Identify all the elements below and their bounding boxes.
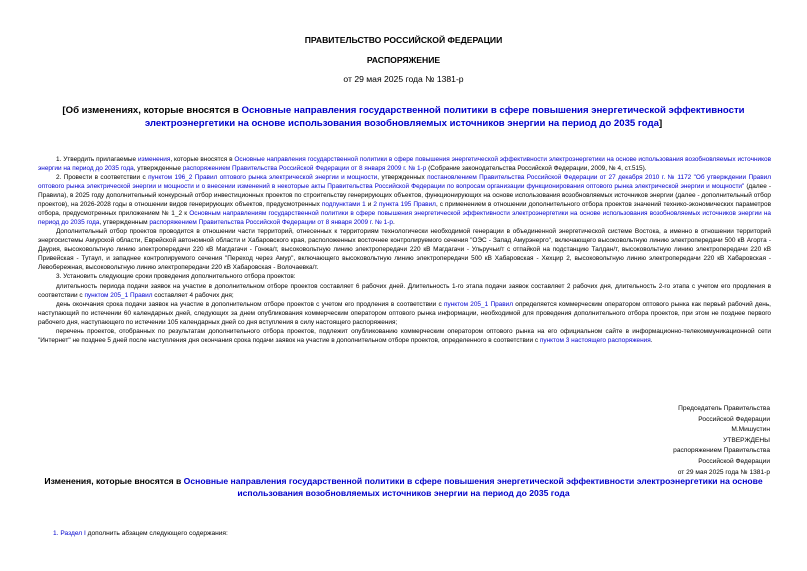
approved-label: УТВЕРЖДЕНЫ bbox=[723, 436, 770, 444]
p5-text-1: длительность периода подачи заявок на участие в дополнительном отборе проектов составляет 6 рабочих дней. Длительность 1-го этапа подачи заявок составляет 2 рабочих дня, длительность 2-го этапа с учетом его продления в соответствии с bbox=[38, 282, 771, 299]
section-i-link[interactable]: 1. Раздел I bbox=[53, 530, 86, 537]
title-open: [Об изменениях, которые вносятся в bbox=[62, 105, 242, 116]
paragraph-4: 3. Установить следующие сроки проведения дополнительного отбора проектов: bbox=[56, 273, 296, 281]
p2-link-subpoint-1[interactable]: подпунктами 1 bbox=[321, 201, 366, 209]
p2-text-6: , утвержденным bbox=[99, 218, 150, 226]
changes-title-text: Изменения, которые вносятся в bbox=[44, 476, 184, 486]
signature-name: М.Мишустин bbox=[731, 426, 770, 434]
p2-text-5: , с применением в отношении дополнительного отбора проектов значений технико-экономических параметров отбора, предусмотренных приложением № 1_2 к bbox=[38, 201, 771, 217]
p6-text-2: определяется коммерческим оператором оптового рынка как первый рабочий день, наступающий по истечении 60 календарных дней, следующих за днем опубликования коммерческим оператором оптового рынка информации, необходимой для проведения дополнительного отбора проектов, при этом не позднее первого рабочего дня, наступающего по истечении 105 календарных дней со дня вступления в силу настоящего распоряжения; bbox=[38, 301, 771, 326]
approved-country: Российской Федерации bbox=[698, 457, 770, 465]
p1-text-3: , утвержденные bbox=[133, 164, 183, 172]
p1-link-order[interactable]: распоряжением Правительства Российской Федерации от 8 января 2009 г. № 1-р bbox=[182, 164, 427, 172]
p5-text-2: составляет 4 рабочих дня; bbox=[152, 291, 234, 299]
paragraph-2 bbox=[38, 174, 771, 227]
p6-link-point-205-1[interactable]: пунктом 205_1 Правил bbox=[443, 301, 514, 308]
p2-link-point-195[interactable]: 2 пункта 195 Правил bbox=[373, 201, 436, 209]
p2-link-order[interactable]: распоряжением Правительства Российской Федерации от 8 января 2009 г. № 1-р bbox=[149, 218, 393, 226]
p7-link-point-3[interactable]: пунктом 3 настоящего распоряжения bbox=[539, 337, 651, 345]
paragraph-5 bbox=[38, 283, 771, 301]
p2-link-resolution[interactable]: постановлением Правительства Российской Федерации от 27 декабря 2010 г. № 1172 "Об утверждении Правил оптового рынка электрической энергии и мощности и о внесении изменений в некоторые акты Правительства Российской Федерации по вопросам организации функционирования оптового рынка электрической энергии и мощности" bbox=[38, 174, 772, 191]
title-close: ] bbox=[658, 117, 663, 129]
p1-link-changes[interactable]: изменения bbox=[137, 156, 171, 163]
p2-text-7: . bbox=[392, 218, 395, 226]
p2-text-4: и bbox=[365, 201, 374, 209]
government-heading: ПРАВИТЕЛЬСТВО РОССИЙСКОЙ ФЕДЕРАЦИИ bbox=[304, 35, 503, 45]
title-link[interactable]: Основные направления государственной политики в сфере повышения энергетической эффективности электроэнергетики на основе использования возобновляемых источников энергии на период до 2035 года bbox=[144, 105, 745, 129]
p1-text-1: 1. Утвердить прилагаемые bbox=[56, 156, 138, 163]
document-title bbox=[20, 105, 787, 130]
paragraph-6 bbox=[38, 301, 771, 328]
p7-text-2: . bbox=[650, 337, 653, 345]
p1-text-4: (Собрание законодательства Российской Федерации, 2009, № 4, ст.515). bbox=[426, 164, 647, 172]
p7-text-1: перечень проектов, отобранных по результатам дополнительного отбора проектов, подлежит опубликованию коммерческим оператором оптового рынка на его официальном сайте в информационно-телекоммуникационной сети "Интернет" не позднее 5 дней после наступления дня окончания срока подачи заявок на участие в дополнительном отборе проектов, определенного в соответствии с bbox=[38, 328, 771, 345]
changes-title bbox=[20, 476, 787, 499]
paragraph-7 bbox=[38, 328, 771, 346]
p2-text-2: , утвержденных bbox=[377, 174, 428, 182]
p2-text-1: 2. Провести в соответствии с bbox=[56, 174, 149, 182]
change-item-1-text: дополнить абзацем следующего содержания: bbox=[85, 530, 228, 537]
paragraph-3: Дополнительный отбор проектов проводится в отношении части территорий, отнесенных к территориям технологически необходимой генерации в объединенной энергетической системе Востока, а именно в отношении территорий энергосистемы Амурской области, Еврейской автономной области и Хабаровского края, расположенных восточнее контролируемого сечения "ОЭС - Запад Амурэнерго", включающего высоковольтную линию электропередачи 500 кВ Агорта - Даурия, высоковольтную линию электропередачи 220 кВ Магдагачи - Гонжа/т, высоковольтную линию электропередачи 220 кВ Магдагачи - Ульручьи/т с отпайкой на подстанцию Талдан/т, высоковольтную линию электропередачи 220 кВ Привейская - Тутаул, и западнее контролируемого сечения "Переход через Амур", включающего высоковольтную линию электропередачи 500 кВ Хабаровская - Хехцир 2, высоковольтную линию электропередачи 220 кВ Хабаровская - Левобережная, высоковольтную линию электропередачи 220 кВ Хабаровская - Волочаевка/т. bbox=[38, 228, 771, 271]
change-item-1 bbox=[53, 529, 228, 538]
p1-link-main-directions[interactable]: Основные направления государственной политики в сфере повышения энергетической эффективности электроэнергетики на основе использования возобновляемых источников энергии на период до 2035 года bbox=[38, 156, 771, 172]
changes-title-link[interactable]: Основные направления государственной политики в сфере повышения энергетической эффективности электроэнергетики на основе использования возобновляемых источников энергии на период до 2035 года bbox=[183, 476, 763, 498]
signature-position: Председатель Правительства bbox=[678, 405, 770, 412]
signature-country: Российской Федерации bbox=[698, 415, 770, 423]
document-body bbox=[38, 156, 771, 346]
document-date-number: от 29 мая 2025 года № 1381-р bbox=[343, 74, 464, 84]
p5-link-point-205-1[interactable]: пунктом 205_1 Правил bbox=[84, 291, 153, 299]
paragraph-1 bbox=[38, 156, 771, 174]
p2-link-main-directions[interactable]: Основным направлениям государственной политики в сфере повышения энергетической эффективности электроэнергетики на основе использования возобновляемых источников энергии на период до 2035 года bbox=[38, 209, 771, 226]
p2-text-3: (далее - Правила), в 2025 году дополнительный конкурсный отбор инвестиционных проектов по строительству генерирующих объектов, функционирующих на основе использования возобновляемых источников энергии (далее - дополнительный отбор проектов), на 2026-2028 годы в отношении видов генерирующих объектов, предусмотренных bbox=[38, 183, 771, 209]
p2-link-rules-point[interactable]: пунктом 196_2 Правил оптового рынка электрической энергии и мощности bbox=[148, 174, 378, 182]
p6-text-1: день окончания срока подачи заявок на участие в дополнительном отборе проектов с учетом его продления в соответствии с bbox=[56, 301, 444, 308]
p1-text-2: , которые вносятся в bbox=[170, 156, 235, 163]
approved-by-order: распоряжением Правительства bbox=[673, 447, 770, 455]
document-type-heading: РАСПОРЯЖЕНИЕ bbox=[366, 55, 441, 65]
signature-block bbox=[673, 404, 770, 478]
approved-date-number: от 29 мая 2025 года № 1381-р bbox=[677, 468, 770, 476]
